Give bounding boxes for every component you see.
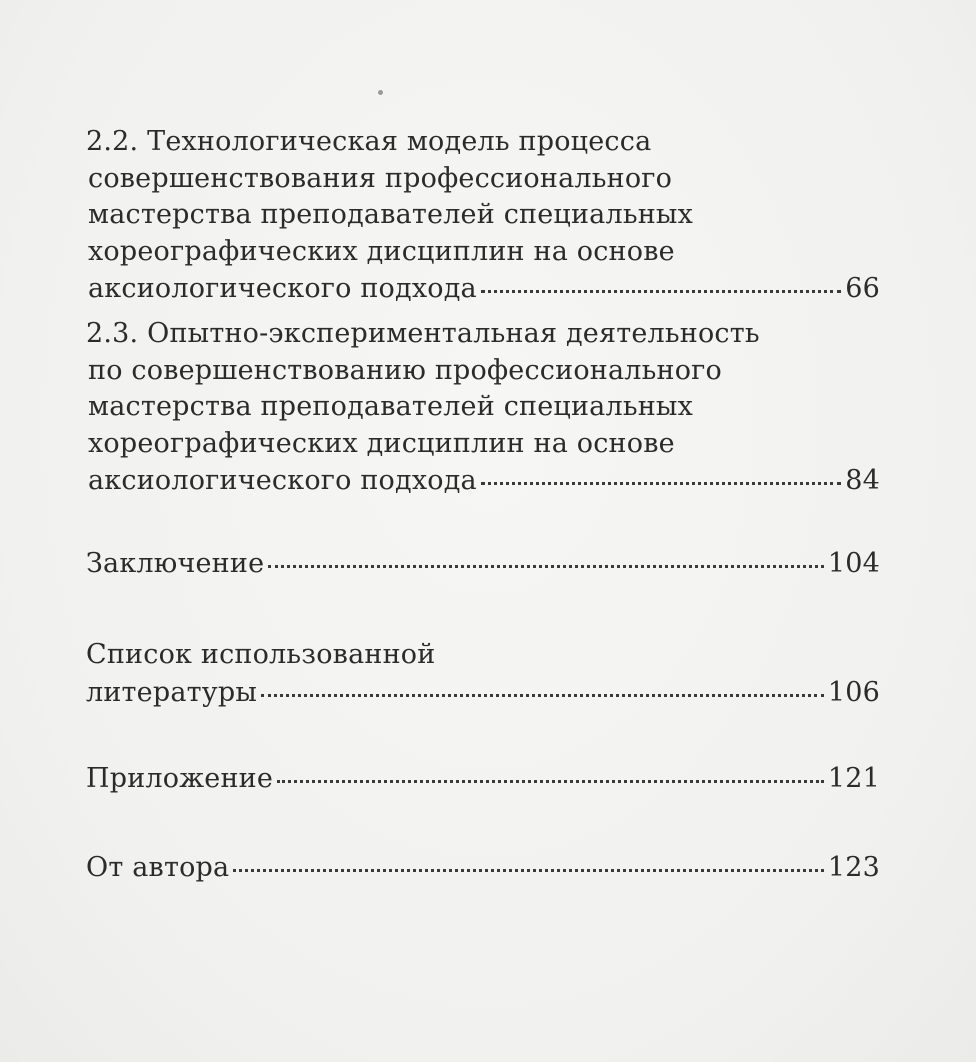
toc-entry-bibliography[interactable] [86,637,880,711]
toc-entry-conclusion[interactable] [86,545,880,583]
page-number: 84 [845,465,880,496]
page-number: 121 [827,763,880,794]
toc-entry-line: Приложение [86,763,274,794]
toc-entry-line: совершенствования профессионального [88,162,673,194]
toc-entry-line: хореографических дисциплин на основе [88,427,675,459]
toc-entry-from-author[interactable] [86,849,880,887]
toc-entry-line: 2.3. Опытно-экспериментальная деятельность [86,318,760,349]
toc-entry-line: аксиологического подхода [88,465,477,496]
page-number: 66 [845,273,880,304]
dot-leader [233,849,824,876]
toc-entry-line: мастерства преподавателей специальных [88,199,694,230]
page-number: 123 [827,852,880,883]
toc-entry-line: мастерства преподавателей специальных [88,391,694,422]
toc-entry-line: литературы [86,676,258,708]
dot-leader [481,270,841,297]
toc-entry-last-line [86,270,880,308]
toc-entry-2-3[interactable] [86,316,880,500]
toc-entry-last-line [86,545,880,583]
toc-entry-line: Список использованной [86,639,436,670]
toc-entry-line: хореографических дисциплин на основе [88,235,675,267]
toc-entry-last-line [86,849,880,887]
page-number: 104 [827,548,880,579]
toc-entry-line: 2.2. Технологическая модель процесса [86,126,652,157]
toc-entry-line: Заключение [86,548,265,579]
toc-entry-last-line [86,674,880,712]
dot-leader [261,674,824,701]
dot-leader [268,545,824,572]
dot-leader [481,462,841,489]
toc-entry-line: От автора [86,852,230,883]
dot-leader [277,760,824,787]
paper-speck [378,90,383,95]
toc-entry-line: по совершенствованию профессионального [88,354,722,386]
toc-entry-last-line [86,760,880,798]
toc-entry-last-line [86,462,880,500]
toc-entry-line: аксиологического подхода [88,273,477,304]
toc-entry-appendix[interactable] [86,760,880,798]
page-number: 106 [827,676,880,708]
toc-entry-2-2[interactable] [86,124,880,308]
